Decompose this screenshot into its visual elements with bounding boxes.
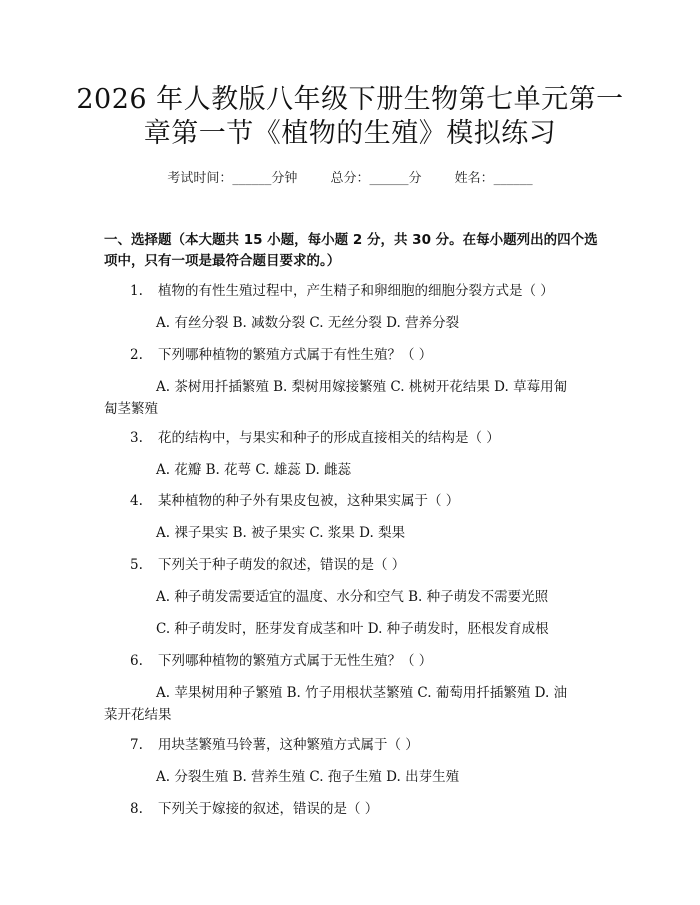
- question-4: [104, 491, 604, 511]
- question-number: 6.: [130, 653, 143, 669]
- score-blank: ______: [369, 171, 409, 186]
- question-3: [104, 428, 604, 448]
- question-number: 3.: [130, 430, 143, 446]
- question-2-options-line-1: A. 茶树用扦插繁殖 B. 梨树用嫁接繁殖 C. 桃树开花结果 D. 草莓用匍: [156, 379, 568, 395]
- question-2: [104, 345, 604, 365]
- question-5: [104, 555, 604, 575]
- question-5-options-line-1: A. 种子萌发需要适宜的温度、水分和空气 B. 种子萌发不需要光照: [156, 589, 549, 605]
- question-number: 5.: [130, 557, 143, 573]
- question-stem: 某种植物的种子外有果皮包被，这种果实属于（ ）: [158, 493, 460, 509]
- time-unit: 分钟: [271, 171, 298, 186]
- score-unit: 分: [408, 171, 422, 186]
- question-7: [104, 735, 604, 755]
- question-1-options: A. 有丝分裂 B. 减数分裂 C. 无丝分裂 D. 营养分裂: [156, 315, 460, 331]
- question-5-options-line-2: C. 种子萌发时，胚芽发育成茎和叶 D. 种子萌发时，胚根发育成根: [156, 621, 549, 637]
- question-number: 8.: [130, 801, 143, 817]
- question-number: 1.: [130, 283, 143, 299]
- score-label: 总分：: [330, 171, 370, 186]
- name-blank: ______: [493, 171, 533, 186]
- time-label: 考试时间：: [167, 171, 233, 186]
- document-title-line-1: 2026 年人教版八年级下册生物第七单元第一: [76, 84, 624, 115]
- question-2-options-line-2: 匐茎繁殖: [104, 401, 158, 417]
- document-title-line-2: 章第一节《植物的生殖》模拟练习: [143, 118, 557, 149]
- question-number: 4.: [130, 493, 143, 509]
- question-stem: 下列哪种植物的繁殖方式属于无性生殖？（ ）: [158, 653, 433, 669]
- exam-info: [0, 167, 700, 186]
- question-1: [104, 281, 604, 301]
- question-number: 2.: [130, 347, 143, 363]
- question-stem: 花的结构中，与果实和种子的形成直接相关的结构是（ ）: [158, 430, 500, 446]
- time-blank: ______: [232, 171, 272, 186]
- question-7-options: A. 分裂生殖 B. 营养生殖 C. 孢子生殖 D. 出芽生殖: [156, 769, 460, 785]
- question-stem: 下列关于种子萌发的叙述，错误的是（ ）: [158, 557, 406, 573]
- question-6: [104, 651, 604, 671]
- question-4-options: A. 裸子果实 B. 被子果实 C. 浆果 D. 梨果: [156, 525, 406, 541]
- name-label: 姓名：: [454, 171, 494, 186]
- question-6-options-line-2: 菜开花结果: [104, 707, 172, 723]
- section-heading-line-2: 项中，只有一项是最符合题目要求的。）: [104, 253, 341, 269]
- question-stem: 植物的有性生殖过程中，产生精子和卵细胞的细胞分裂方式是（ ）: [158, 283, 554, 299]
- question-8: [104, 799, 604, 819]
- question-6-options-line-1: A. 苹果树用种子繁殖 B. 竹子用根状茎繁殖 C. 葡萄用扦插繁殖 D. 油: [156, 685, 568, 701]
- question-stem: 下列哪种植物的繁殖方式属于有性生殖？（ ）: [158, 347, 433, 363]
- question-number: 7.: [130, 737, 143, 753]
- question-stem: 用块茎繁殖马铃薯，这种繁殖方式属于（ ）: [158, 737, 419, 753]
- section-heading-line-1: 一、选择题（本大题共 15 小题，每小题 2 分，共 30 分。在每小题列出的四个选: [104, 232, 598, 248]
- question-stem: 下列关于嫁接的叙述，错误的是（ ）: [158, 801, 379, 817]
- question-3-options: A. 花瓣 B. 花萼 C. 雄蕊 D. 雌蕊: [156, 462, 352, 478]
